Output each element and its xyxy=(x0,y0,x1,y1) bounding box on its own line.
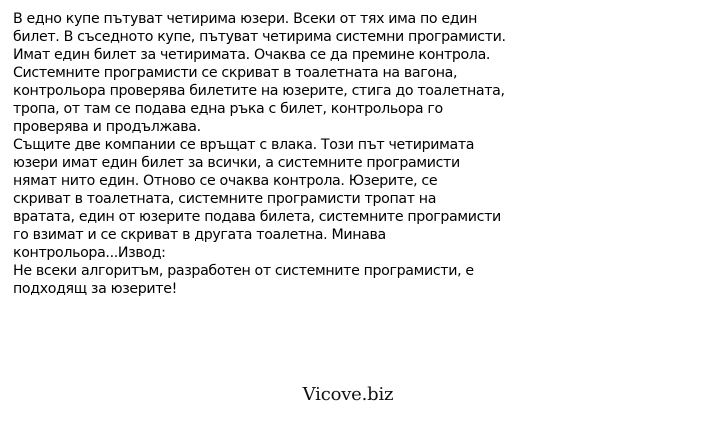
joke-line: Системните програмисти се скриват в тоалетната на вагона, xyxy=(13,65,458,81)
joke-line: юзери имат един билет за всички, а системните програмисти xyxy=(13,155,460,171)
joke-text xyxy=(13,10,698,298)
joke-line: Не всеки алгоритъм, разработен от системните програмисти, е xyxy=(13,263,474,279)
joke-line: контрольора проверява билетите на юзерите, стига до тоалетната, xyxy=(13,83,505,99)
joke-line: го взимат и се скриват в другата тоалетна. Минава xyxy=(13,227,386,243)
joke-line: билет. В съседното купе, пътуват четирима системни програмисти. xyxy=(13,29,506,45)
joke-line: проверява и продължава. xyxy=(13,119,201,135)
joke-line: В едно купе пътуват четирима юзери. Всеки от тях има по един xyxy=(13,11,478,27)
joke-line: тропа, от там се подава една ръка с билет, контрольора го xyxy=(13,101,443,117)
joke-line: контрольора...Извод: xyxy=(13,245,166,261)
site-watermark: Vicove.biz xyxy=(302,384,394,405)
joke-line: подходящ за юзерите! xyxy=(13,281,177,297)
joke-line: Имат един билет за четиримата. Очаква се да премине контрола. xyxy=(13,47,491,63)
joke-line: Същите две компании се връщат с влака. Този път четиримата xyxy=(13,137,475,153)
joke-line: вратата, един от юзерите подава билета, системните програмисти xyxy=(13,209,501,225)
joke-line: скриват в тоалетната, системните програмисти тропат на xyxy=(13,191,437,207)
joke-line: нямат нито един. Отново се очаква контрола. Юзерите, се xyxy=(13,173,438,189)
